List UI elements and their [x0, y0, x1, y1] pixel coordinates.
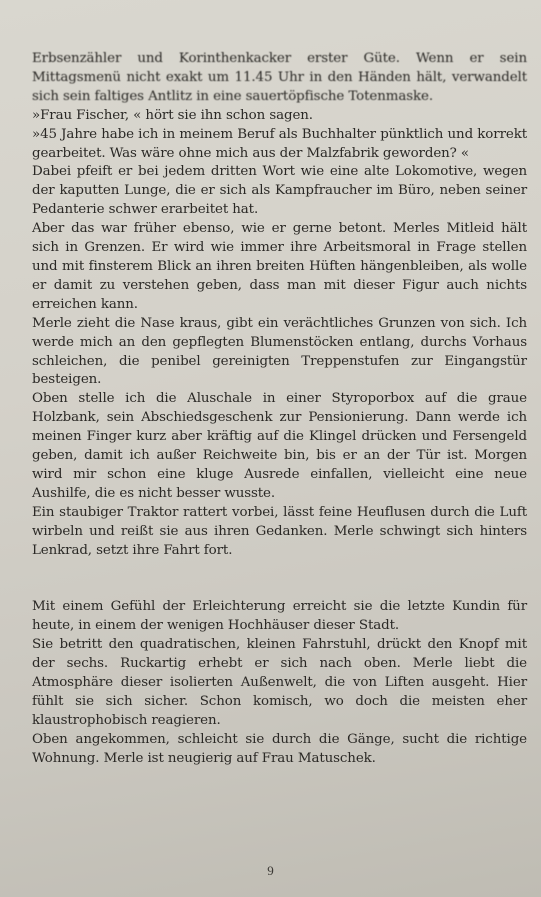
paragraph: Aber das war früher ebenso, wie er gerne betont. Merles Mitleid hält sich in Grenzen. Er wird wie immer ihre Arbeitsmoral in Frage stellen und mit finsterem Blick an ihren breiten Hüften hängenbleiben, als wolle er damit zu verstehen geben, dass man mit dieser Figur auch nichts erreichen kann. [32, 221, 527, 312]
page-text [32, 50, 527, 769]
paragraph: Oben stelle ich die Aluschale in einer Styroporbox auf die graue Holzbank, sein Abschiedsgeschenk zur Pensionierung. Dann werde ich meinen Finger kurz aber kräftig auf die Klingel drücken und Fersengeld geben, damit ich außer Reichweite bin, bis er an der Tür ist. Morgen wird mir schon eine kluge Ausrede einfallen, vielleicht eine neue Aushilfe, die es nicht besser wusste. [32, 391, 527, 501]
paragraph: Mit einem Gefühl der Erleichterung erreicht sie die letzte Kundin für heute, in einem der wenigen Hochhäuser dieser Stadt. [32, 599, 527, 634]
page-number: 9 [267, 863, 274, 878]
section-break [32, 560, 527, 598]
paragraph: Oben angekommen, schleicht sie durch die Gänge, sucht die richtige Wohnung. Merle ist neugierig auf Frau Matuschek. [32, 731, 527, 766]
paragraph: Ein staubiger Traktor rattert vorbei, lässt feine Heuflusen durch die Luft wirbeln und reißt sie aus ihren Gedanken. Merle schwingt sich hinters Lenkrad, setzt ihre Fahrt fort. [32, 504, 527, 558]
paragraph: Dabei pfeift er bei jedem dritten Wort wie eine alte Lokomotive, wegen der kaputten Lunge, die er sich als Kampfraucher im Büro, neben seiner Pedanterie schwer erarbeitet hat. [32, 164, 527, 218]
paragraph: Merle zieht die Nase kraus, gibt ein verächtliches Grunzen von sich. Ich werde mich an den gepflegten Blumenstöcken entlang, durchs Vorhaus schleichen, die penibel gereinigten Treppenstufen zur Eingangstür besteigen. [32, 315, 527, 388]
paragraph: Erbsenzähler und Korinthenkacker erster Güte. Wenn er sein Mittagsmenü nicht exakt um 11.45 Uhr in den Händen hält, verwandelt sich sein faltiges Antlitz in eine sauertöpfische Totenmaske. [32, 51, 527, 104]
paragraph: Sie betritt den quadratischen, kleinen Fahrstuhl, drückt den Knopf mit der sechs. Ruckartig erhebt er sich nach oben. Merle liebt die Atmosphäre dieser isolierten Außenwelt, die von Liften ausgeht. Hier fühlt sie sich sicher. Schon komisch, wo doch die meisten eher klaustrophobisch reagieren. [32, 637, 527, 728]
paragraph: »Frau Fischer, « hört sie ihn schon sagen. [32, 107, 313, 123]
paragraph: »45 Jahre habe ich in meinem Beruf als Buchhalter pünktlich und korrekt gearbeitet. Was wäre ohne mich aus der Malzfabrik geworden? « [32, 126, 527, 161]
